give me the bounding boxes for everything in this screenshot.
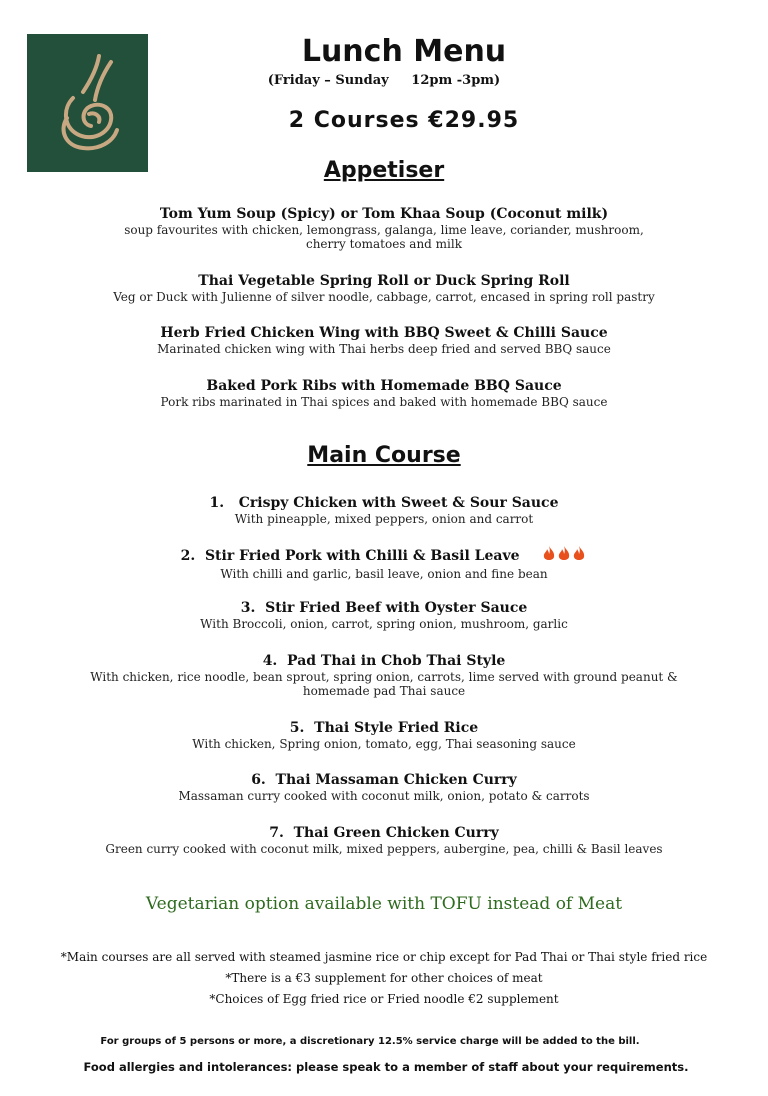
main-course-item [90, 771, 678, 803]
item-name: 7. Thai Green Chicken Curry [269, 825, 499, 841]
course-price: 2 Courses €29.95 [288, 108, 520, 133]
item-description: soup favourites with chicken, lemongrass, galanga, lime leave, coriander, mushroom, cherry tomatoes and milk [124, 223, 644, 251]
item-name: 3. Stir Fried Beef with Oyster Sauce [240, 600, 528, 616]
main-course-item [90, 599, 678, 631]
note-line: *Main courses are all served with steamed jasmine rice or chip except for Pad Thai or Thai style fried rice [60, 950, 708, 964]
item-description: With pineapple, mixed peppers, onion and carrot [234, 512, 534, 526]
main-course-item [90, 824, 678, 856]
main-course-item [90, 494, 678, 526]
appetiser-item [90, 205, 678, 251]
item-description: Veg or Duck with Julienne of silver noodle, cabbage, carrot, encased in spring roll pastry [113, 290, 655, 304]
main-course-item [90, 545, 678, 581]
item-name: Herb Fried Chicken Wing with BBQ Sweet & Chilli Sauce [160, 325, 608, 341]
item-description: Massaman curry cooked with coconut milk, onion, potato & carrots [178, 789, 590, 803]
chili-flame-icon [572, 545, 586, 562]
item-description: With chicken, Spring onion, tomato, egg, Thai seasoning sauce [192, 737, 576, 751]
menu-title: Lunch Menu [301, 34, 507, 69]
serving-hours: (Friday – Sunday 12pm -3pm) [267, 73, 501, 88]
note-line: *Choices of Egg fried rice or Fried noodle €2 supplement [209, 992, 559, 1006]
side-notes [0, 947, 768, 1010]
main-course-item [90, 652, 678, 698]
item-description: With chilli and garlic, basil leave, onion and fine bean [220, 567, 548, 581]
item-name: Thai Vegetable Spring Roll or Duck Spring Roll [198, 273, 570, 289]
main-course-heading: Main Course [307, 443, 461, 468]
appetiser-heading: Appetiser [323, 158, 445, 183]
allergy-note: Food allergies and intolerances: please speak to a member of staff about your requirements. [83, 1060, 689, 1074]
item-name: 1. Crispy Chicken with Sweet & Sour Sauce [209, 495, 559, 511]
item-name: Tom Yum Soup (Spicy) or Tom Khaa Soup (Coconut milk) [159, 206, 609, 222]
spice-level-indicator [542, 545, 587, 567]
item-description: With Broccoli, onion, carrot, spring onion, mushroom, garlic [200, 617, 568, 631]
item-name: 5. Thai Style Fried Rice [289, 720, 479, 736]
item-name: 6. Thai Massaman Chicken Curry [251, 772, 517, 788]
service-charge-note: For groups of 5 persons or more, a discretionary 12.5% service charge will be added to the bill. [100, 1036, 640, 1047]
item-name: 4. Pad Thai in Chob Thai Style [262, 653, 506, 669]
vegetarian-note: Vegetarian option available with TOFU instead of Meat [145, 894, 623, 914]
item-description: Green curry cooked with coconut milk, mixed peppers, aubergine, pea, chilli & Basil leaves [105, 842, 663, 856]
item-description: Marinated chicken wing with Thai herbs deep fried and served BBQ sauce [157, 342, 611, 356]
note-line: *There is a €3 supplement for other choices of meat [225, 971, 543, 985]
chili-flame-icon [557, 545, 571, 562]
appetiser-item [90, 324, 678, 356]
item-name: 2. Stir Fried Pork with Chilli & Basil Leave [180, 548, 520, 564]
item-description: Pork ribs marinated in Thai spices and baked with homemade BBQ sauce [160, 395, 608, 409]
chili-flame-icon [542, 545, 556, 562]
item-description: With chicken, rice noodle, bean sprout, spring onion, carrots, lime served with ground peanut & homemade pad Thai sauce [90, 670, 678, 698]
appetiser-item [90, 272, 678, 304]
item-name: Baked Pork Ribs with Homemade BBQ Sauce [206, 378, 562, 394]
appetiser-item [90, 377, 678, 409]
main-course-item [90, 719, 678, 751]
